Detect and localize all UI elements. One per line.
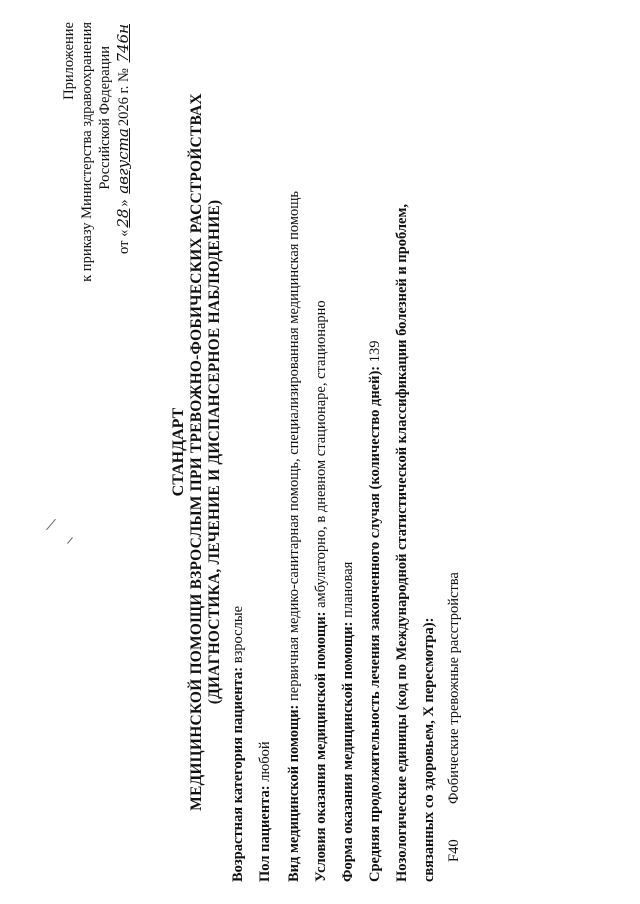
order-month: августа xyxy=(114,128,132,194)
field-age: Возрастная категория пациента: взрослые xyxy=(230,605,246,882)
header-order-date: от «28» августа2026 г. № 746н xyxy=(114,24,132,254)
scan-mark xyxy=(46,519,56,530)
title-main: МЕДИЦИНСКОЙ ПОМОЩИ ВЗРОСЛЫМ ПРИ ТРЕВОЖНО-ФОБИЧЕСКИХ РАССТРОЙСТВАХ xyxy=(188,93,205,811)
header-line-1: Приложение xyxy=(61,22,77,100)
field-duration: Средняя продолжительность лечения законченного случая (количество дней): 139 xyxy=(367,340,383,882)
title-standard: СТАНДАРТ xyxy=(170,407,187,497)
order-number: 746н xyxy=(114,24,132,63)
diagnosis-row xyxy=(444,22,464,882)
field-form: Форма оказания медицинской помощи: плановая xyxy=(340,561,356,882)
header-line-2: к приказу Министерства здравоохранения xyxy=(79,22,95,282)
header-federation xyxy=(95,22,115,882)
diagnosis-name: Фобические тревожные расстройства xyxy=(446,572,462,804)
header-line-3: Российской Федерации xyxy=(97,46,113,190)
title-subtitle: (ДИАГНОСТИКА, ЛЕЧЕНИЕ И ДИСПАНСЕРНОЕ НАБЛЮДЕНИЕ) xyxy=(206,199,223,705)
field-nosology-cont: связанных со здоровьем, X пересмотра): xyxy=(421,617,437,882)
header-order-of xyxy=(77,22,97,882)
header-appendix xyxy=(59,22,79,882)
diagnosis-code: F40 xyxy=(446,839,462,862)
field-sex: Пол пациента: любой xyxy=(257,741,273,882)
field-conditions: Условия оказания медицинской помощи: амбулаторно, в дневном стационаре, стационарно xyxy=(313,300,329,882)
order-day: 28 xyxy=(114,208,132,228)
field-care-type: Вид медицинской помощи: первичная медико-санитарная помощь, специализированная медицинская помощь xyxy=(286,190,302,882)
field-nosology: Нозологические единицы (код по Международной статистической классификации болезней и проблем, xyxy=(394,204,410,882)
